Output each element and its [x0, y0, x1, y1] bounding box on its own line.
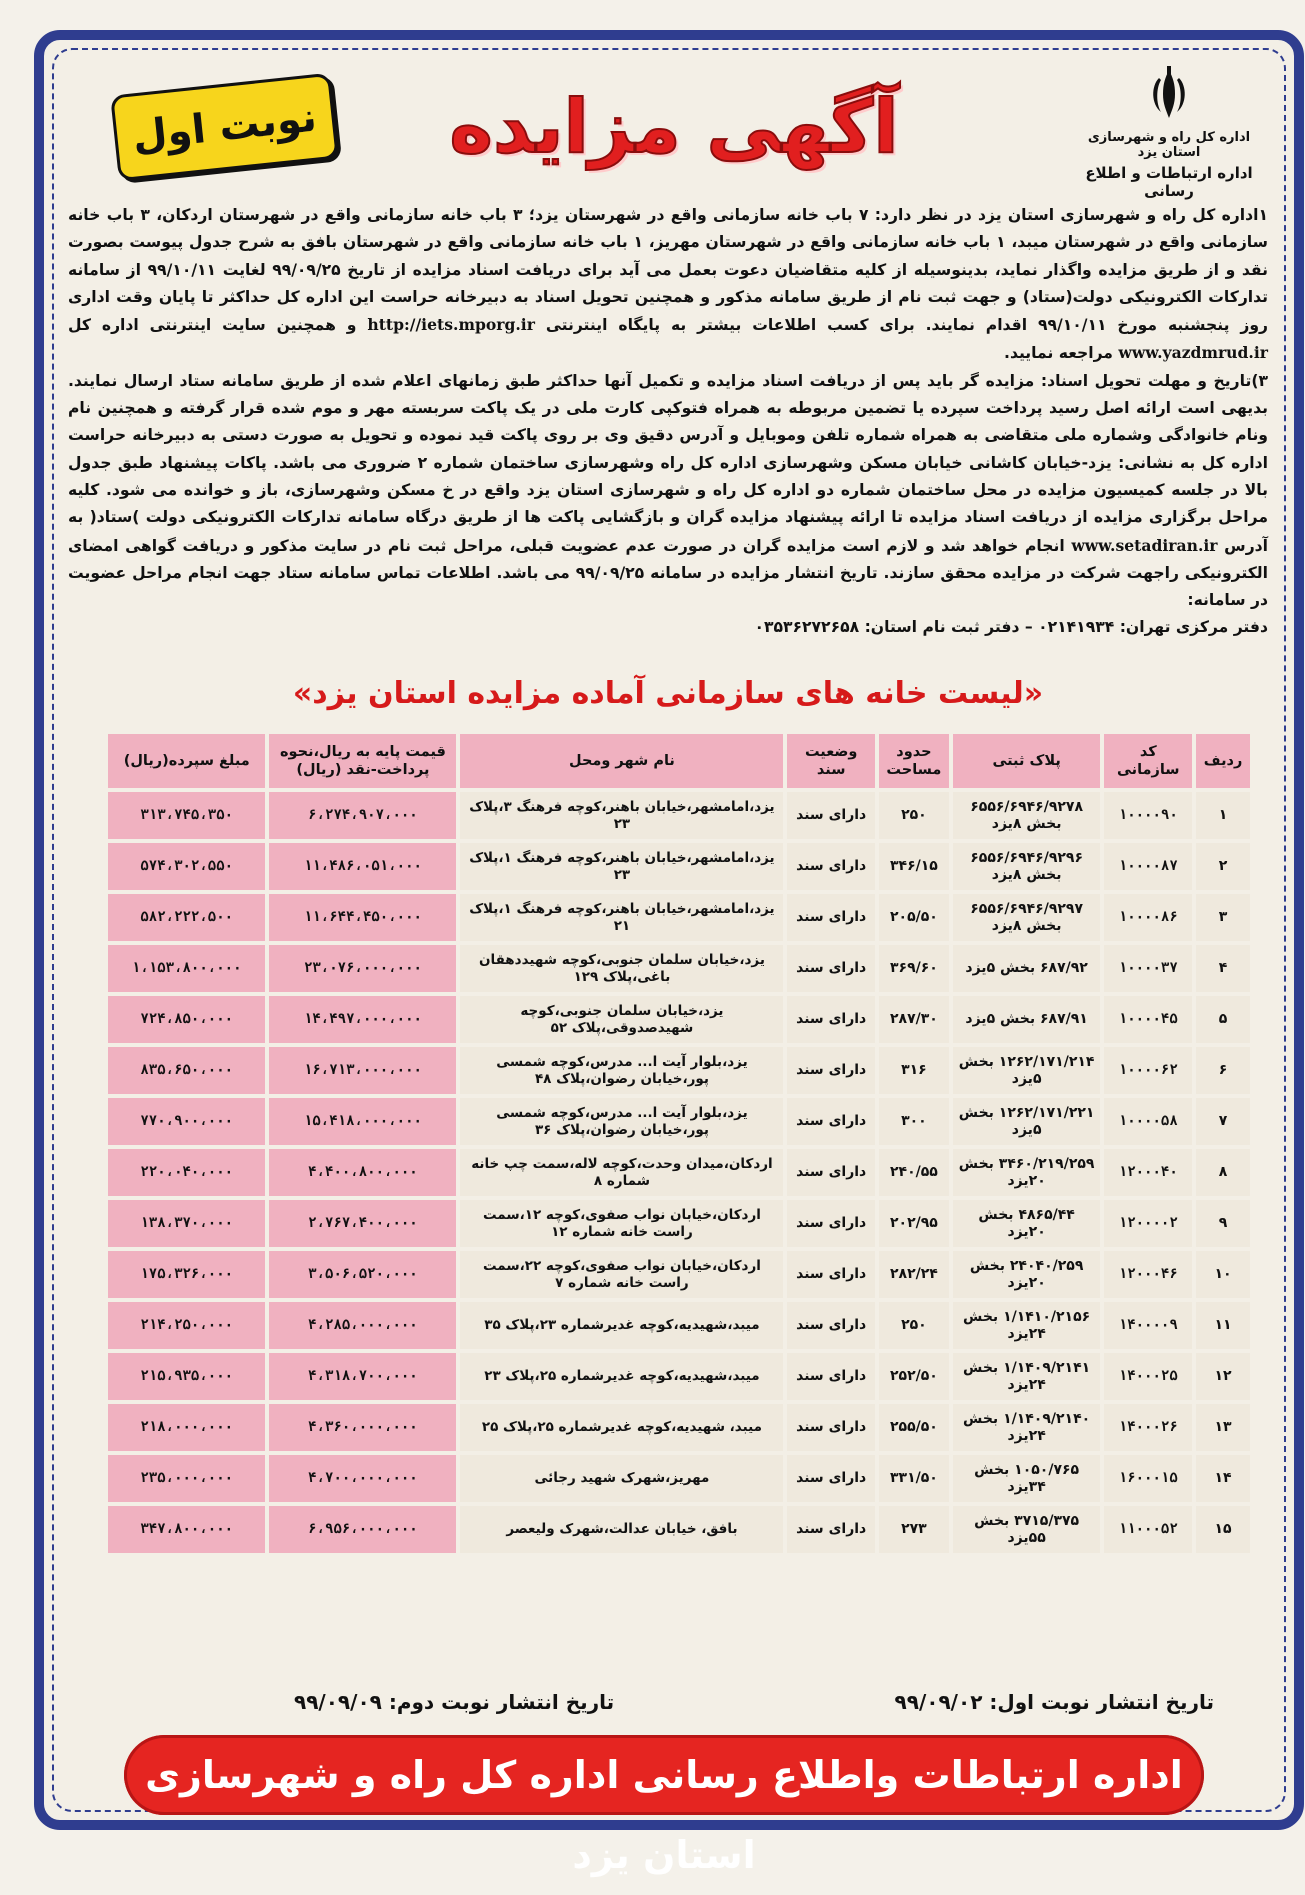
table-row	[108, 1353, 1250, 1400]
paragraph-2	[68, 368, 1268, 615]
table-row	[108, 1455, 1250, 1502]
reg-plate-cell: ۶۸۷/۹۲ بخش ۵یزد	[953, 945, 1101, 992]
location-cell: یزد،بلوار آیت ا... مدرس،کوچه شمسی پور،خیابان رضوان،پلاک ۳۶	[460, 1098, 783, 1145]
row-no-cell: ۹	[1196, 1200, 1250, 1247]
reg-plate-cell: ۶۸۷/۹۱ بخش ۵یزد	[953, 996, 1101, 1043]
location-cell: یزد،بلوار آیت ا... مدرس،کوچه شمسی پور،خیابان رضوان،پلاک ۴۸	[460, 1047, 783, 1094]
org-code-cell: ۱۰۰۰۰۳۷	[1104, 945, 1192, 992]
iran-emblem-icon	[1139, 64, 1199, 124]
deposit-cell: ۲۲۰،۰۴۰،۰۰۰	[108, 1149, 265, 1196]
row-no-cell: ۶	[1196, 1047, 1250, 1094]
deposit-cell: ۱،۱۵۳،۸۰۰،۰۰۰	[108, 945, 265, 992]
location-cell: میبد، شهیدیه،کوچه غدیرشماره ۲۵،پلاک ۲۵	[460, 1404, 783, 1451]
row-no-cell: ۱۴	[1196, 1455, 1250, 1502]
area-cell: ۲۵۰	[879, 792, 949, 839]
publication-dates	[84, 1690, 1254, 1720]
org-code-cell: ۱۰۰۰۰۴۵	[1104, 996, 1192, 1043]
deed-status-cell: دارای سند	[787, 1098, 875, 1145]
base-price-cell: ۶،۲۷۴،۹۰۷،۰۰۰	[269, 792, 456, 839]
reg-plate-cell: ۳۷۱۵/۳۷۵ بخش ۵۵یزد	[953, 1506, 1101, 1553]
org-code-cell: ۱۰۰۰۰۹۰	[1104, 792, 1192, 839]
deposit-cell: ۲۱۴،۲۵۰،۰۰۰	[108, 1302, 265, 1349]
col-location: نام شهر ومحل	[460, 734, 783, 788]
table-row	[108, 1047, 1250, 1094]
org-code-cell: ۱۲۰۰۰۴۶	[1104, 1251, 1192, 1298]
org-name-line1: اداره کل راه و شهرسازی استان یزد	[1087, 130, 1251, 160]
reg-plate-cell: ۱۲۶۲/۱۷۱/۲۱۴ بخش ۵یزد	[953, 1047, 1101, 1094]
col-deposit: مبلغ سپرده(ریال)	[108, 734, 265, 788]
area-cell: ۲۸۷/۳۰	[879, 996, 949, 1043]
table-row	[108, 843, 1250, 890]
location-cell: میبد،شهیدیه،کوچه غدیرشماره ۲۳،پلاک ۳۵	[460, 1302, 783, 1349]
table-header-row	[108, 734, 1250, 788]
table-row	[108, 792, 1250, 839]
table-row	[108, 1404, 1250, 1451]
org-code-cell: ۱۴۰۰۰۲۵	[1104, 1353, 1192, 1400]
col-area: حدود مساحت	[879, 734, 949, 788]
deed-status-cell: دارای سند	[787, 1404, 875, 1451]
org-name-line2: اداره ارتباطات و اطلاع رسانی	[1085, 164, 1253, 200]
reg-plate-cell: ۶۵۵۶/۶۹۴۶/۹۲۷۸ بخش ۸یزد	[953, 792, 1101, 839]
base-price-cell: ۴،۷۰۰،۰۰۰،۰۰۰	[269, 1455, 456, 1502]
col-org-code: کد سازمانی	[1104, 734, 1192, 788]
deposit-cell: ۸۳۵،۶۵۰،۰۰۰	[108, 1047, 265, 1094]
base-price-cell: ۱۴،۴۹۷،۰۰۰،۰۰۰	[269, 996, 456, 1043]
location-cell: یزد،امامشهر،خیابان باهنر،کوچه فرهنگ ۱،پلاک ۲۱	[460, 894, 783, 941]
org-code-cell: ۱۰۰۰۰۶۲	[1104, 1047, 1192, 1094]
deposit-cell: ۵۸۲،۲۲۲،۵۰۰	[108, 894, 265, 941]
org-code-cell: ۱۱۰۰۰۵۲	[1104, 1506, 1192, 1553]
reg-plate-cell: ۶۵۵۶/۶۹۴۶/۹۲۹۷ بخش ۸یزد	[953, 894, 1101, 941]
org-code-cell: ۱۴۰۰۰۲۶	[1104, 1404, 1192, 1451]
deposit-cell: ۷۷۰،۹۰۰،۰۰۰	[108, 1098, 265, 1145]
row-no-cell: ۸	[1196, 1149, 1250, 1196]
reg-plate-cell: ۶۵۵۶/۶۹۴۶/۹۲۹۶ بخش ۸یزد	[953, 843, 1101, 890]
location-cell: اردکان،خیابان نواب صفوی،کوچه ۱۲،سمت راست خانه شماره ۱۲	[460, 1200, 783, 1247]
area-cell: ۲۵۰	[879, 1302, 949, 1349]
paragraph-1-mid: و همچنین سایت اینترنتی اداره کل	[68, 316, 357, 335]
deed-status-cell: دارای سند	[787, 843, 875, 890]
area-cell: ۲۷۳	[879, 1506, 949, 1553]
location-cell: یزد،امامشهر،خیابان باهنر،کوچه فرهنگ ۱،پلاک ۲۳	[460, 843, 783, 890]
row-no-cell: ۲	[1196, 843, 1250, 890]
area-cell: ۳۶۹/۶۰	[879, 945, 949, 992]
location-cell: مهریز،شهرک شهید رجائی	[460, 1455, 783, 1502]
col-deed-status: وضعیت سند	[787, 734, 875, 788]
deed-status-cell: دارای سند	[787, 1251, 875, 1298]
org-code-cell: ۱۲۰۰۰۴۰	[1104, 1149, 1192, 1196]
row-no-cell: ۴	[1196, 945, 1250, 992]
location-cell: اردکان،میدان وحدت،کوچه لاله،سمت چپ خانه شماره ۸	[460, 1149, 783, 1196]
location-cell: یزد،امامشهر،خیابان باهنر،کوچه فرهنگ ۳،پلاک ۲۳	[460, 792, 783, 839]
col-base-price: قیمت پایه به ریال،نحوه پرداخت-نقد (ریال)	[269, 734, 456, 788]
base-price-cell: ۴،۳۶۰،۰۰۰،۰۰۰	[269, 1404, 456, 1451]
deposit-cell: ۲۱۸،۰۰۰،۰۰۰	[108, 1404, 265, 1451]
publish-date-first: تاریخ انتشار نوبت اول: ۹۹/۰۹/۰۲	[894, 1690, 1214, 1714]
col-row-no: ردیف	[1196, 734, 1250, 788]
base-price-cell: ۱۵،۴۱۸،۰۰۰،۰۰۰	[269, 1098, 456, 1145]
area-cell: ۲۴۰/۵۵	[879, 1149, 949, 1196]
table-row	[108, 1302, 1250, 1349]
base-price-cell: ۱۶،۷۱۳،۰۰۰،۰۰۰	[269, 1047, 456, 1094]
deposit-cell: ۵۷۴،۳۰۲،۵۵۰	[108, 843, 265, 890]
table-row	[108, 1200, 1250, 1247]
paragraph-2-text: ۳)تاریخ و مهلت تحویل اسناد: مزایده گر باید پس از دریافت اسناد مزایده و تکمیل آنها حداکثر طبق زمانهای اعلام شده از طریق سامانه ستاد ارسال نمایند. بدیهی است ارائه اصل رسید پرداخت سپرده یا تضمین مربوطه به همراه فتوکپی کارت ملی در یک پاکت سربسته مهر و موم شده قرار گرفته و همچنین نام ونام خانوادگی وشماره ملی متقاضی به همراه شماره تلفن وموبایل و آدرس دقیق وی بر روی پاکت قید نموده و تحویل به صورت دستی به دبیرخانه حراست اداره کل به نشانی: یزد-خیابان کاشانی خیابان مسکن وشهرسازی اداره کل راه وشهرسازی ساختمان شماره ۲ ضروری می باشد. پاکات پیشنهاد طبق جدول بالا در جلسه کمیسیون مزایده در محل ساختمان شماره دو اداره کل راه و شهرسازی استان یزد واقع در خ مسکن وشهرسازی، باز و خوانده می شود. کلیه مراحل برگزاری مزایده از دریافت اسناد مزایده تا ارائه پیشنهاد مزایده گران و بازگشایی پاکت ها از طریق درگاه سامانه تدارکات الکترونیکی دولت )ستاد( به آدرس	[68, 371, 1269, 555]
footer-banner: اداره ارتباطات واطلاع رسانی اداره کل راه و شهرسازی استان یزد	[124, 1735, 1204, 1815]
area-cell: ۲۵۲/۵۰	[879, 1353, 949, 1400]
org-code-cell: ۱۰۰۰۰۵۸	[1104, 1098, 1192, 1145]
notice-body	[68, 202, 1268, 642]
location-cell: یزد،خیابان سلمان جنوبی،کوچه شهیددهقان باغی،پلاک ۱۲۹	[460, 945, 783, 992]
area-cell: ۳۳۱/۵۰	[879, 1455, 949, 1502]
org-code-cell: ۱۰۰۰۰۸۷	[1104, 843, 1192, 890]
list-title: «لیست خانه های سازمانی آماده مزایده استان یزد»	[292, 676, 1044, 711]
org-code-cell: ۱۴۰۰۰۰۹	[1104, 1302, 1192, 1349]
reg-plate-cell: ۱/۱۴۱۰/۲۱۵۶ بخش ۲۴یزد	[953, 1302, 1101, 1349]
row-no-cell: ۱۳	[1196, 1404, 1250, 1451]
area-cell: ۲۰۲/۹۵	[879, 1200, 949, 1247]
area-cell: ۲۸۲/۲۴	[879, 1251, 949, 1298]
reg-plate-cell: ۲۴۰۴۰/۲۵۹ بخش ۲۰یزد	[953, 1251, 1101, 1298]
deposit-cell: ۲۳۵،۰۰۰،۰۰۰	[108, 1455, 265, 1502]
row-no-cell: ۱۲	[1196, 1353, 1250, 1400]
area-cell: ۲۰۵/۵۰	[879, 894, 949, 941]
table-row	[108, 1098, 1250, 1145]
contact-line: دفتر مرکزی تهران: ۰۲۱۴۱۹۳۴ – دفتر ثبت نام استان: ۰۳۵۳۶۲۷۲۶۵۸	[754, 618, 1268, 637]
table-row	[108, 945, 1250, 992]
deed-status-cell: دارای سند	[787, 1302, 875, 1349]
reg-plate-cell: ۴۸۶۵/۴۴ بخش ۲۰یزد	[953, 1200, 1101, 1247]
table-row	[108, 1506, 1250, 1553]
reg-plate-cell: ۱/۱۴۰۹/۲۱۴۱ بخش ۲۴یزد	[953, 1353, 1101, 1400]
deed-status-cell: دارای سند	[787, 1200, 875, 1247]
table-row	[108, 1251, 1250, 1298]
reg-plate-cell: ۱۰۵۰/۷۶۵ بخش ۳۴یزد	[953, 1455, 1101, 1502]
notice-frame	[34, 30, 1304, 1877]
link-setadiran[interactable]: www.setadiran.ir	[1071, 535, 1218, 555]
deposit-cell: ۱۳۸،۳۷۰،۰۰۰	[108, 1200, 265, 1247]
org-code-cell: ۱۶۰۰۰۱۵	[1104, 1455, 1192, 1502]
area-cell: ۲۵۵/۵۰	[879, 1404, 949, 1451]
base-price-cell: ۴،۳۱۸،۷۰۰،۰۰۰	[269, 1353, 456, 1400]
org-logo-block	[1074, 64, 1264, 200]
base-price-cell: ۶،۹۵۶،۰۰۰،۰۰۰	[269, 1506, 456, 1553]
location-cell: میبد،شهیدیه،کوچه غدیرشماره ۲۵،پلاک ۲۳	[460, 1353, 783, 1400]
row-no-cell: ۷	[1196, 1098, 1250, 1145]
paragraph-2-end: انجام خواهد شد و لازم است مزایده گران در صورت عدم عضویت قبلی، مراحل ثبت نام در سایت مذکور و دریافت گواهی امضای الکترونیکی راجهت شرکت در مزایده محقق سازند. تاریخ انتشار مزایده در سامانه ۹۹/۰۹/۲۵ می باشد. اطلاعات تماس سامانه ستاد جهت انجام مراحل عضویت در سامانه:	[68, 536, 1268, 610]
base-price-cell: ۴،۲۸۵،۰۰۰،۰۰۰	[269, 1302, 456, 1349]
base-price-cell: ۱۱،۴۸۶،۰۵۱،۰۰۰	[269, 843, 456, 890]
header	[64, 54, 1274, 204]
deed-status-cell: دارای سند	[787, 945, 875, 992]
table-row	[108, 1149, 1250, 1196]
deed-status-cell: دارای سند	[787, 1506, 875, 1553]
link-iets[interactable]: http://iets.mporg.ir	[367, 315, 535, 335]
deposit-cell: ۳۱۳،۷۴۵،۳۵۰	[108, 792, 265, 839]
row-no-cell: ۳	[1196, 894, 1250, 941]
table-row	[108, 894, 1250, 941]
deposit-cell: ۷۲۴،۸۵۰،۰۰۰	[108, 996, 265, 1043]
base-price-cell: ۴،۴۰۰،۸۰۰،۰۰۰	[269, 1149, 456, 1196]
area-cell: ۳۱۶	[879, 1047, 949, 1094]
round-badge: نوبت اول	[110, 73, 339, 182]
deed-status-cell: دارای سند	[787, 894, 875, 941]
org-code-cell: ۱۰۰۰۰۸۶	[1104, 894, 1192, 941]
row-no-cell: ۱۱	[1196, 1302, 1250, 1349]
base-price-cell: ۳،۵۰۶،۵۲۰،۰۰۰	[269, 1251, 456, 1298]
paragraph-1	[68, 202, 1268, 368]
col-reg-plate: پلاک ثبتی	[953, 734, 1101, 788]
deed-status-cell: دارای سند	[787, 1047, 875, 1094]
location-cell: یزد،خیابان سلمان جنوبی،کوچه شهیدصدوقی،پلاک ۵۲	[460, 996, 783, 1043]
row-no-cell: ۱۵	[1196, 1506, 1250, 1553]
location-cell: بافق، خیابان عدالت،شهرک ولیعصر	[460, 1506, 783, 1553]
reg-plate-cell: ۱/۱۴۰۹/۲۱۴۰ بخش ۲۴یزد	[953, 1404, 1101, 1451]
deed-status-cell: دارای سند	[787, 1149, 875, 1196]
link-yazdmrud[interactable]: www.yazdmrud.ir	[1118, 343, 1268, 363]
deposit-cell: ۳۴۷،۸۰۰،۰۰۰	[108, 1506, 265, 1553]
table-body	[108, 792, 1250, 1553]
deposit-cell: ۱۷۵،۳۲۶،۰۰۰	[108, 1251, 265, 1298]
notice-title: آگهی مزایده	[449, 84, 899, 170]
deed-status-cell: دارای سند	[787, 1455, 875, 1502]
row-no-cell: ۱	[1196, 792, 1250, 839]
publish-date-second: تاریخ انتشار نوبت دوم: ۹۹/۰۹/۰۹	[294, 1690, 615, 1714]
base-price-cell: ۲۳،۰۷۶،۰۰۰،۰۰۰	[269, 945, 456, 992]
paragraph-1-end: مراجعه نمایید.	[1004, 344, 1113, 363]
row-no-cell: ۱۰	[1196, 1251, 1250, 1298]
reg-plate-cell: ۳۴۶۰/۲۱۹/۲۵۹ بخش ۲۰یزد	[953, 1149, 1101, 1196]
table-row	[108, 996, 1250, 1043]
houses-table	[104, 730, 1254, 1557]
org-code-cell: ۱۲۰۰۰۰۲	[1104, 1200, 1192, 1247]
reg-plate-cell: ۱۲۶۲/۱۷۱/۲۲۱ بخش ۵یزد	[953, 1098, 1101, 1145]
row-no-cell: ۵	[1196, 996, 1250, 1043]
area-cell: ۳۴۶/۱۵	[879, 843, 949, 890]
deposit-cell: ۲۱۵،۹۳۵،۰۰۰	[108, 1353, 265, 1400]
deed-status-cell: دارای سند	[787, 1353, 875, 1400]
deed-status-cell: دارای سند	[787, 996, 875, 1043]
deed-status-cell: دارای سند	[787, 792, 875, 839]
base-price-cell: ۲،۷۶۷،۴۰۰،۰۰۰	[269, 1200, 456, 1247]
area-cell: ۳۰۰	[879, 1098, 949, 1145]
base-price-cell: ۱۱،۶۴۴،۴۵۰،۰۰۰	[269, 894, 456, 941]
paragraph-1-text: ۱اداره کل راه و شهرسازی استان یزد در نظر دارد: ۷ باب خانه سازمانی واقع در شهرستان یزد؛ ۳ باب خانه سازمانی واقع در شهرستان اردکان، ۳ باب خانه سازمانی واقع در شهرستان میبد، ۱ باب خانه سازمانی واقع در شهرستان مهریز، ۱ باب خانه سازمانی واقع در شهرستان بافق به شرح جدول پیوست بصورت نقد و از طریق مزایده واگذار نماید، بدینوسیله از کلیه متقاضیان دعوت بعمل می آید برای دریافت اسناد مزایده از تاریخ ۹۹/۰۹/۲۵ لغایت ۹۹/۱۰/۱۱ از سامانه تدارکات الکترونیکی دولت(ستاد) و جهت ثبت نام از طریق سامانه مذکور و همچنین تحویل اسناد به دبیرخانه حراست این اداره کل حداکثر تا پایان وقت اداری روز پنجشنبه مورخ ۹۹/۱۰/۱۱ اقدام نمایند. برای کسب اطلاعات بیشتر به پایگاه اینترنتی	[68, 206, 1269, 335]
location-cell: اردکان،خیابان نواب صفوی،کوچه ۲۲،سمت راست خانه شماره ۷	[460, 1251, 783, 1298]
